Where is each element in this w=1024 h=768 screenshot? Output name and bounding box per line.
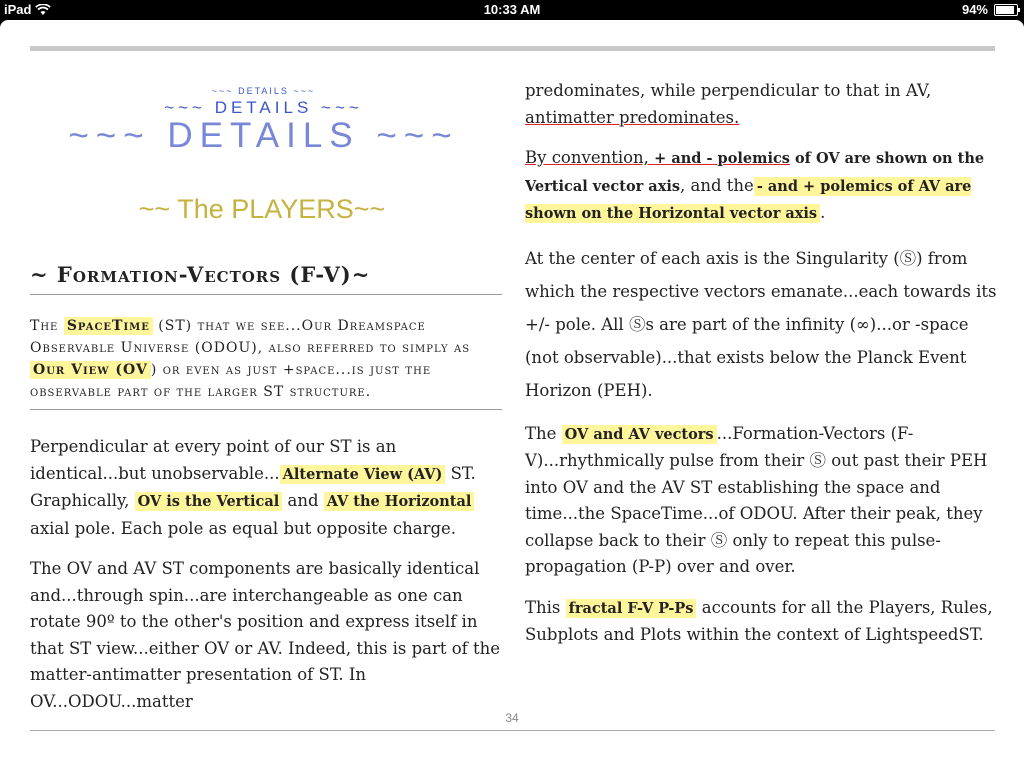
text: This <box>525 597 566 617</box>
intro-paragraph <box>30 315 502 410</box>
text: and <box>282 491 324 510</box>
paragraph: At the center of each axis is the Singularity (Ⓢ) from which the respective vectors emanate...each towards its +/- pole. All Ⓢs are part of the infinity (∞)...or -space (not observable)...that exists below the Planck Event Horizon (PEH). <box>525 248 997 400</box>
page-number: 34 <box>505 711 519 725</box>
status-right <box>962 2 1018 17</box>
text: . <box>820 203 826 222</box>
text: predominates, while perpendicular to that in AV, <box>525 81 932 100</box>
text: accounts for all the Players, Rules, Subplots and Plots within the context of LightspeedST. <box>525 597 993 644</box>
details-heading-small: ~~~ DETAILS ~~~ <box>211 86 316 96</box>
paragraph <box>525 78 997 131</box>
highlight[interactable]: OV and AV vectors <box>562 425 717 444</box>
underlined-text[interactable]: antimatter predominates. <box>525 107 740 127</box>
right-column <box>525 78 997 649</box>
details-heading-large: ~~~ DETAILS ~~~ <box>68 116 459 155</box>
highlight[interactable]: Our View (OV <box>30 361 151 379</box>
book-page[interactable] <box>0 20 1024 768</box>
paragraph <box>30 434 502 542</box>
highlight[interactable]: Alternate View (AV) <box>280 465 446 484</box>
highlight[interactable]: fractal F-V P-Ps <box>566 599 697 618</box>
intro-text: (ST) that we see...Our Dreamspace Observable Universe (ODOU), also referred to simply as <box>30 318 471 356</box>
device-name: iPad <box>4 2 32 17</box>
clock: 10:33 AM <box>483 2 541 17</box>
text: ...Formation-Vectors (F-V)...rhythmically pulse from their Ⓢ out past their PEH into OV and the AV ST establishing the space and time...the SpaceTime...of ODOU. After their peak, they collapse back to their Ⓢ only to repeat this pulse-propagation (P-P) over and over. <box>525 423 988 576</box>
text: , and the <box>680 175 754 195</box>
top-rule <box>30 46 995 51</box>
underlined-text[interactable]: By convention, <box>525 148 655 167</box>
battery-percent: 94% <box>961 2 988 17</box>
highlight[interactable]: - and + polemics of AV are shown on the Horizontal vector axis <box>525 177 972 222</box>
highlight[interactable]: OV is the Vertical <box>135 492 283 511</box>
bottom-rule <box>30 730 995 731</box>
text: Perpendicular at every point of our ST is an identical...but unobservable... <box>30 437 397 483</box>
intro-text: The <box>30 318 64 334</box>
bold-text: of OV are shown on the Vertical vector axis <box>525 150 985 195</box>
paragraph <box>525 595 997 649</box>
details-heading-medium: ~~~ DETAILS ~~~ <box>164 98 363 117</box>
paragraph <box>525 145 997 228</box>
text: ST. Graphically, <box>30 463 476 510</box>
players-heading: ~~ The PLAYERS~~ <box>138 194 386 224</box>
highlight[interactable]: AV the Horizontal <box>324 492 475 511</box>
underlined-bold-text[interactable]: + and - polemics <box>654 150 790 167</box>
text: The <box>525 423 562 443</box>
intro-text: ) or even as just +space...is just the observable part of the larger ST structure. <box>30 362 432 400</box>
paragraph: The OV and AV ST components are basically identical and...through spin...are interchangeable as one can rotate 90º to the other's position and express itself in that ST view...either OV or AV. Indeed, this is part of the matter-antimatter presentation of ST. In OV...ODOU...matter <box>30 559 501 711</box>
highlight[interactable]: SpaceTime <box>64 317 153 335</box>
text: axial pole. Each pole as equal but opposite charge. <box>30 518 457 538</box>
left-column <box>30 86 502 715</box>
paragraph <box>525 421 997 581</box>
status-bar <box>0 0 1024 20</box>
battery-icon <box>994 4 1018 16</box>
section-heading: ~ Formation-Vectors (F-V)~ <box>30 262 502 295</box>
